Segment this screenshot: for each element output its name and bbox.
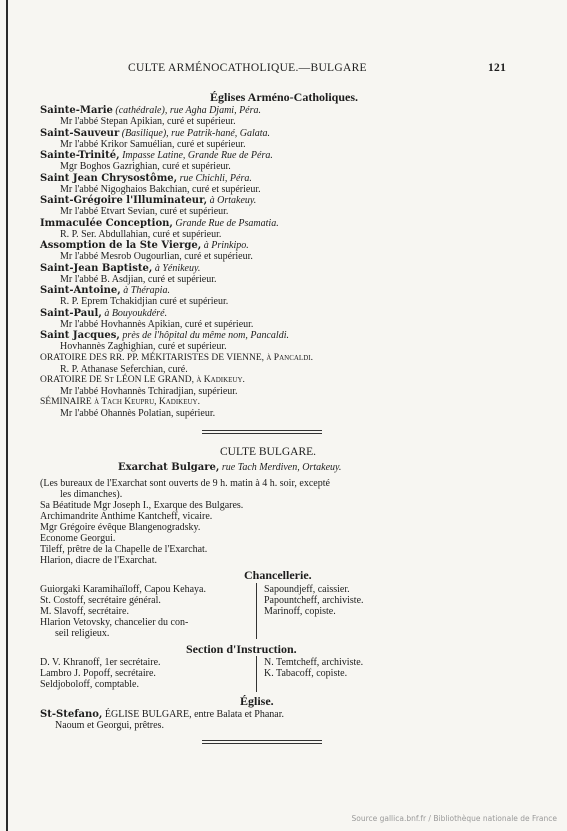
- eglise-desc: ÉGLISE BULGARE, entre Balata et Phanar.: [102, 709, 285, 720]
- church-name: Sainte-Marie: [40, 105, 113, 116]
- church-clergy: Mr l'abbé Stepan Apikian, curé et supérieur.: [60, 116, 236, 127]
- church-clergy: Mr l'abbé Hovhannès Apikian, curé et supérieur.: [60, 318, 254, 330]
- church-clergy: Mr l'abbé Etvart Sevian, curé et supérieur.: [60, 206, 229, 217]
- church-address: près de l'hôpital du même nom, Pancaldi.: [119, 330, 289, 341]
- church-address: à Prinkipo.: [201, 240, 249, 251]
- church-entry: [40, 173, 252, 184]
- church-name: Saint-Jean Baptiste,: [40, 262, 153, 274]
- church-entry: [40, 150, 273, 161]
- chancellerie-left-line: St. Costoff, secrétaire général.: [40, 595, 161, 606]
- chancellerie-left-line: M. Slavoff, secrétaire.: [40, 606, 129, 617]
- bulgare-line: Sa Béatitude Mgr Joseph I., Exarque des Bulgares.: [40, 500, 244, 511]
- bulgare-line: Tileff, prêtre de la Chapelle de l'Exarchat.: [40, 544, 208, 555]
- page-header: [40, 62, 540, 76]
- church-clergy: Mr l'abbé Krikor Samuélian, curé et supérieur.: [60, 138, 246, 150]
- instruction-title: Section d'Instruction.: [186, 642, 297, 656]
- church-entry: [40, 195, 256, 206]
- church-clergy: Hovhannès Zaghighian, curé et supérieur.: [60, 341, 227, 352]
- oratory-entry: SÉMINAIRE à Tach Keupru, Kadikeuy.: [40, 396, 200, 407]
- church-address: à Ortakeuy.: [207, 195, 257, 206]
- church-entry: [40, 330, 289, 341]
- exarchat-name: Exarchat Bulgare,: [118, 462, 220, 473]
- church-name: Sainte-Trinité,: [40, 150, 120, 161]
- header-title: CULTE ARMÉNOCATHOLIQUE.—BULGARE: [128, 62, 367, 74]
- church-entry: [40, 308, 167, 319]
- church-clergy: Mr l'abbé B. Asdjian, curé et supérieur.: [60, 273, 217, 285]
- church-clergy: R. P. Ser. Abdullahian, curé et supérieur.: [60, 228, 222, 240]
- column-separator: [256, 583, 257, 639]
- eglise-line: [40, 709, 284, 720]
- bulgare-line: Mgr Grégoire évêque Blangenogradsky.: [40, 522, 201, 533]
- exarchat-address: rue Tach Merdiven, Ortakeuy.: [219, 462, 342, 473]
- bulgare-line: (Les bureaux de l'Exarchat sont ouverts de 9 h. matin à 4 h. soir, excepté: [40, 478, 330, 489]
- exarchat-line: [118, 462, 341, 473]
- instruction-right-line: N. Temtcheff, archiviste.: [264, 657, 364, 668]
- church-entry: [40, 128, 270, 139]
- bulgare-line: Archimandrite Anthime Kantcheff, vicaire.: [40, 511, 213, 522]
- oratory-clergy: R. P. Athanase Seferchian, curé.: [60, 363, 188, 375]
- oratory-entry: ORATOIRE DE St LÉON LE GRAND, à Kadikeuy.: [40, 374, 245, 385]
- chancellerie-left-line: Hlarion Vetovsky, chancelier du con-: [40, 617, 189, 628]
- instruction-right-line: K. Tabacoff, copiste.: [264, 668, 348, 679]
- church-name: Immaculée Conception,: [40, 217, 173, 229]
- chancellerie-right-line: Papountcheff, archiviste.: [264, 595, 364, 606]
- church-name: Saint-Antoine,: [40, 285, 121, 296]
- church-entry: [40, 285, 170, 296]
- eglise-sub: Naoum et Georgui, prêtres.: [55, 720, 164, 731]
- section-divider: [202, 430, 322, 434]
- church-entry: [40, 105, 261, 116]
- instruction-left-line: D. V. Khranoff, 1er secrétaire.: [40, 657, 161, 668]
- chancellerie-left-line: Guiorgaki Karamihaïloff, Capou Kehaya.: [40, 584, 206, 595]
- church-address: Impasse Latine, Grande Rue de Péra.: [119, 150, 273, 161]
- bulgare-section-title: CULTE BULGARE.: [220, 446, 317, 458]
- church-name: Assomption de la Ste Vierge,: [40, 240, 202, 251]
- church-address: à Thérapia.: [120, 285, 170, 296]
- bulgare-line: Econome Georgui.: [40, 533, 116, 544]
- church-clergy: Mr l'abbé Mesrob Ougourlian, curé et supérieur.: [60, 251, 253, 262]
- church-entry: [40, 240, 249, 251]
- church-clergy: R. P. Eprem Tchakidjian curé et supérieur.: [60, 296, 229, 307]
- eglise-title: Église.: [240, 694, 274, 708]
- church-address: (cathédrale), rue Agha Djami, Péra.: [112, 105, 262, 116]
- chancellerie-left-line: seil religieux.: [55, 628, 110, 639]
- source-footer: Source gallica.bnf.fr / Bibliothèque nationale de France: [351, 814, 557, 823]
- end-divider: [202, 740, 322, 744]
- church-address: rue Chichli, Péra.: [177, 172, 252, 184]
- church-entry: [40, 218, 279, 229]
- armenian-section-title: Églises Arméno-Catholiques.: [210, 90, 359, 104]
- oratory-clergy: Mr l'abbé Ohannès Polatian, supérieur.: [60, 407, 216, 419]
- chancellerie-right-line: Sapoundjeff, caissier.: [264, 584, 350, 595]
- bulgare-line: Hlarion, diacre de l'Exarchat.: [40, 555, 158, 566]
- church-clergy: Mr l'abbé Nigoghaios Bakchian, curé et supérieur.: [60, 183, 261, 195]
- bulgare-line: les dimanches).: [60, 489, 123, 500]
- column-separator: [256, 656, 257, 692]
- church-address: à Bouyoukdéré.: [101, 307, 168, 319]
- church-address: (Basilique), rue Patrik-hané, Galata.: [119, 127, 271, 139]
- church-name: Saint Jacques,: [40, 330, 120, 341]
- church-clergy: Mgr Boghos Gazrighian, curé et supérieur.: [60, 161, 231, 172]
- church-name: Saint Jean Chrysostôme,: [40, 172, 178, 184]
- instruction-left-line: Seldjoboloff, comptable.: [40, 679, 139, 690]
- page-number: 121: [488, 62, 507, 74]
- church-name: Saint-Sauveur: [40, 127, 120, 139]
- church-name: Saint-Grégoire l'Illuminateur,: [40, 195, 208, 206]
- church-address: à Yénikeuy.: [152, 262, 201, 274]
- chancellerie-title: Chancellerie.: [244, 568, 312, 582]
- page-edge-line: [6, 0, 8, 831]
- instruction-left-line: Lambro J. Popoff, secrétaire.: [40, 668, 156, 679]
- church-address: Grande Rue de Psamatia.: [172, 217, 279, 229]
- eglise-name: St-Stefano,: [40, 709, 103, 720]
- church-entry: [40, 263, 200, 274]
- church-name: Saint-Paul,: [40, 307, 102, 319]
- oratory-clergy: Mr l'abbé Hovhannès Tchiradjian, supérieur.: [60, 385, 238, 397]
- oratory-entry: ORATOIRE DES RR. PP. MÉKITARISTES DE VIENNE, à Pancaldi.: [40, 352, 313, 363]
- chancellerie-right-line: Marinoff, copiste.: [264, 606, 336, 617]
